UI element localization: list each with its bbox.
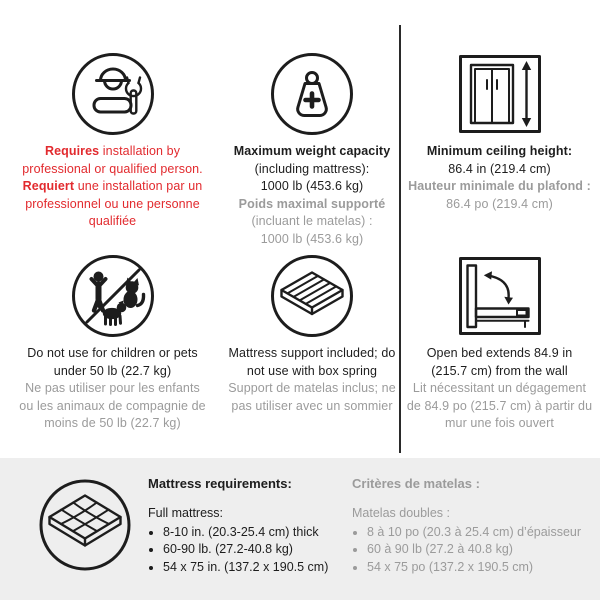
mattress-requirements-panel [0,458,600,600]
text-line: mur une fois ouvert [445,416,554,430]
text-bold: Hauteur minimale du plafond : [408,179,591,193]
installer-icon [71,52,155,136]
open-bed-icon [457,255,543,337]
text-line [22,143,203,161]
text-line: not use with box spring [246,363,378,378]
text-line: Support de matelas inclus; ne [228,381,396,395]
text-rest: installation by [99,144,181,158]
mattress-spec-item: • 60-90 lb. (27.2-40.8 kg) [163,541,344,559]
text-line: qualifiée [88,214,137,228]
mattress-spec-item: • 8-10 in. (20.3-25.4 cm) thick [163,524,344,542]
text-line [408,143,591,161]
support-icon-wrap [270,254,354,338]
mattress-icon [38,478,132,572]
feature-mattress-support [225,254,399,433]
text-line: 1000 lb (453.6 kg) [260,231,364,246]
text-line: ou les animaux de compagnie de [19,398,206,413]
mattress-spec-list [148,524,344,577]
mattress-spec-list-fr [352,524,581,577]
text-bold: Requiert [22,179,75,193]
ceiling-height-icon [457,53,543,135]
text-bold: Maximum weight capacity [233,144,391,158]
feature-ceiling-height [399,52,600,254]
no-children-pets-icon [71,254,155,338]
feature-ceiling-height-text [408,143,591,213]
text-line: Mattress support included; do [228,346,396,360]
text-line: pas utiliser avec un sommier [231,398,393,413]
text-line: (incluant le matelas) : [251,214,373,228]
text-line: de 84.9 po (215.7 cm) à partir du [406,398,593,413]
text-bold: Requires [44,144,100,158]
mattress-requirements-fr [352,476,581,576]
text-line: professional or qualified person. [22,161,203,176]
text-line: Ne pas utiliser pour les enfants [25,381,200,395]
feature-no-children-pets-text [19,345,205,433]
feature-mattress-support-text [228,345,396,415]
text-line: under 50 lb (22.7 kg) [53,363,172,378]
weight-capacity-icon [270,52,354,136]
feature-open-bed [399,254,600,433]
feature-max-weight [225,52,399,254]
mattress-icon-wrap [38,478,132,572]
text-line: moins de 50 lb (22.7 kg) [44,416,181,430]
text-line [22,178,203,196]
text-line: 1000 lb (453.6 kg) [260,179,364,193]
ceiling-icon-wrap [457,52,543,136]
text-line: professionnel ou une personne [25,196,200,211]
mattress-size-label: Full mattress: [148,506,224,520]
mattress-spec-item: • 54 x 75 in. (137.2 x 190.5 cm) [163,559,344,577]
text-bold: Minimum ceiling height: [426,144,573,158]
feature-installation [0,52,225,254]
feature-max-weight-text [234,143,391,248]
text-line [408,178,591,196]
mattress-requirements-en [148,476,344,576]
mattress-requirements-title: Mattress requirements: [148,476,292,491]
text-line: (including mattress): [254,161,370,176]
text-line: (215.7 cm) from the wall [431,363,568,378]
feature-no-children-pets [0,254,225,433]
text-line: 86.4 in (219.4 cm) [448,161,551,176]
installer-icon-wrap [71,52,155,136]
mattress-spec-item: • 60 à 90 lb (27.2 à 40.8 kg) [367,541,581,559]
mattress-requirements-title-fr: Critères de matelas : [352,476,480,491]
text-rest: une installation par un [74,179,203,193]
text-line [234,196,391,214]
mattress-support-icon [270,254,354,338]
text-line: 86.4 po (219.4 cm) [446,196,553,211]
weight-icon-wrap [270,52,354,136]
open-bed-icon-wrap [457,254,543,338]
text-line: Do not use for children or pets [27,346,198,360]
mattress-spec-item: • 54 x 75 po (137.2 x 190.5 cm) [367,559,581,577]
text-bold: Poids maximal supporté [238,196,386,211]
vertical-divider [399,25,401,453]
feature-installation-text [22,143,203,231]
text-line [234,143,391,161]
text-line: Lit nécessitant un dégagement [412,381,587,395]
mattress-size-label-fr: Matelas doubles : [352,506,450,520]
no-children-pets-icon-wrap [71,254,155,338]
feature-open-bed-text [407,345,592,433]
text-line: Open bed extends 84.9 in [426,346,573,360]
mattress-spec-item: • 8 à 10 po (20.3 à 25.4 cm) d’épaisseur [367,524,581,542]
